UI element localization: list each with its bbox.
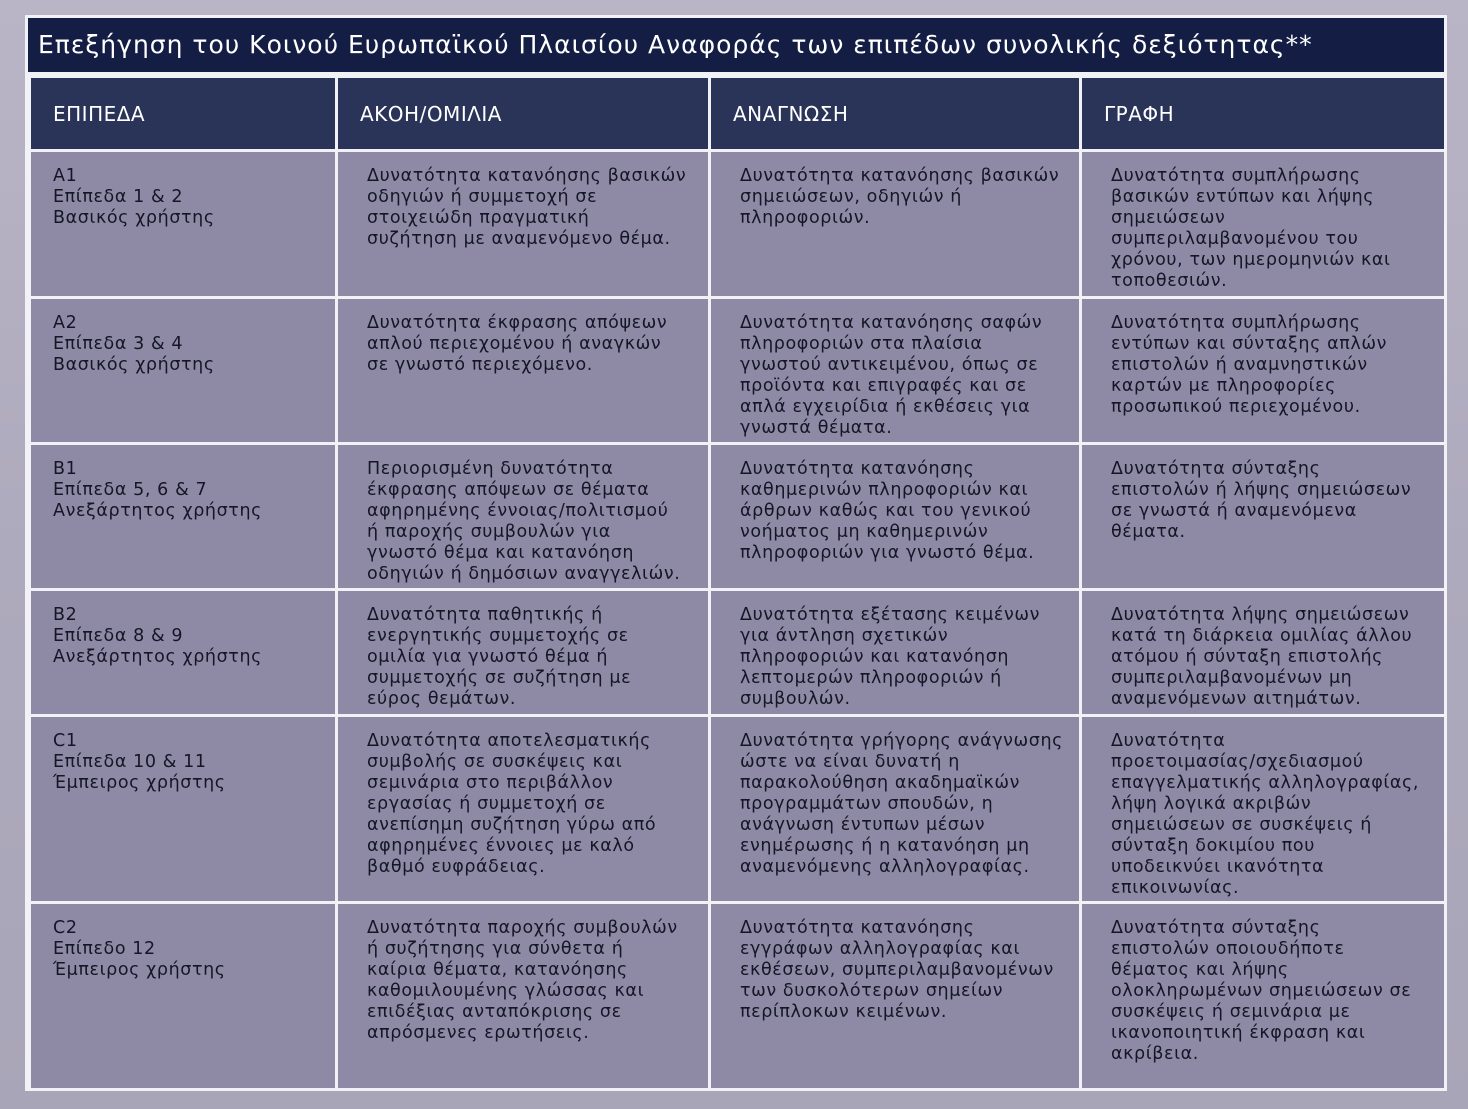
level-cell: B2 Επίπεδα 8 & 9 Ανεξάρτητος χρήστης bbox=[30, 590, 337, 716]
header-reading: ΑΝΑΓΝΩΣΗ bbox=[710, 77, 1081, 151]
writing-cell: Δυνατότητα συμπλήρωσης εντύπων και σύνταξης απλών επιστολών ή αναμνηστικών καρτών με πληροφορίες προσωπικού περιεχομένου. bbox=[1081, 298, 1446, 444]
writing-cell: Δυνατότητα σύνταξης επιστολών ή λήψης σημειώσεων σε γνωστά ή αναμενόμενα θέματα. bbox=[1081, 444, 1446, 590]
listening-speaking-cell: Δυνατότητα κατανόησης βασικών οδηγιών ή συμμετοχή σε στοιχειώδη πραγματική συζήτηση με αναμενόμενο θέμα. bbox=[337, 151, 710, 298]
table-row-b2 bbox=[30, 590, 1446, 716]
table-row-b1 bbox=[30, 444, 1446, 590]
reading-cell: Δυνατότητα κατανόησης εγγράφων αλληλογραφίας και εκθέσεων, συμπεριλαμβανομένων των δυσκολότερων σημείων περίπλοκων κειμένων. bbox=[710, 903, 1081, 1090]
header-levels: ΕΠΙΠΕΔΑ bbox=[30, 77, 337, 151]
writing-cell: Δυνατότητα προετοιμασίας/σχεδιασμού επαγγελματικής αλληλογραφίας, λήψη λογικά ακριβών σημειώσεων σε συσκέψεις ή σύνταξη δοκιμίου που υποδεικνύει ικανότητα επικοινωνίας. bbox=[1081, 716, 1446, 903]
reading-cell: Δυνατότητα κατανόησης σαφών πληροφοριών στα πλαίσια γνωστού αντικειμένου, όπως σε προϊόντα και επιγραφές και σε απλά εγχειρίδια ή εκθέσεις για γνωστά θέματα. bbox=[710, 298, 1081, 444]
header-writing: ΓΡΑΦΗ bbox=[1081, 77, 1446, 151]
level-cell: B1 Επίπεδα 5, 6 & 7 Ανεξάρτητος χρήστης bbox=[30, 444, 337, 590]
table-row-a2 bbox=[30, 298, 1446, 444]
table-frame bbox=[25, 15, 1447, 1091]
listening-speaking-cell: Δυνατότητα παθητικής ή ενεργητικής συμμετοχής σε ομιλία για γνωστό θέμα ή συμμετοχής σε συζήτηση με εύρος θεμάτων. bbox=[337, 590, 710, 716]
header-listening-speaking: ΑΚΟΗ/ΟΜΙΛΙΑ bbox=[337, 77, 710, 151]
cefr-levels-table bbox=[28, 75, 1447, 1091]
table-row-c1 bbox=[30, 716, 1446, 903]
writing-cell: Δυνατότητα λήψης σημειώσεων κατά τη διάρκεια ομιλίας άλλου ατόμου ή σύνταξη επιστολής συμπεριλαμβανομένων μη αναμενόμενων αιτημάτων. bbox=[1081, 590, 1446, 716]
table-row-a1 bbox=[30, 151, 1446, 298]
table-header-row bbox=[30, 77, 1446, 151]
listening-speaking-cell: Δυνατότητα παροχής συμβουλών ή συζήτησης για σύνθετα ή καίρια θέματα, κατανόησης καθομιλουμένης γλώσσας και επιδέξιας ανταπόκρισης σε απρόσμενες ερωτήσεις. bbox=[337, 903, 710, 1090]
listening-speaking-cell: Περιορισμένη δυνατότητα έκφρασης απόψεων σε θέματα αφηρημένης έννοιας/πολιτισμού ή παροχής συμβουλών για γνωστό θέμα και κατανόηση οδηγιών ή δημόσιων αναγγελιών. bbox=[337, 444, 710, 590]
table-row-c2 bbox=[30, 903, 1446, 1090]
page-title: Επεξήγηση του Κοινού Ευρωπαϊκού Πλαισίου Αναφοράς των επιπέδων συνολικής δεξιότητας** bbox=[28, 18, 1444, 72]
level-cell: C2 Επίπεδο 12 Έμπειρος χρήστης bbox=[30, 903, 337, 1090]
level-cell: C1 Επίπεδα 10 & 11 Έμπειρος χρήστης bbox=[30, 716, 337, 903]
level-cell: A1 Επίπεδα 1 & 2 Βασικός χρήστης bbox=[30, 151, 337, 298]
writing-cell: Δυνατότητα συμπλήρωσης βασικών εντύπων και λήψης σημειώσεων συμπεριλαμβανομένου του χρόνου, των ημερομηνιών και τοποθεσιών. bbox=[1081, 151, 1446, 298]
listening-speaking-cell: Δυνατότητα έκφρασης απόψεων απλού περιεχομένου ή αναγκών σε γνωστό περιεχόμενο. bbox=[337, 298, 710, 444]
level-cell: A2 Επίπεδα 3 & 4 Βασικός χρήστης bbox=[30, 298, 337, 444]
reading-cell: Δυνατότητα κατανόησης καθημερινών πληροφοριών και άρθρων καθώς και του γενικού νοήματος μη καθημερινών πληροφοριών για γνωστό θέμα. bbox=[710, 444, 1081, 590]
reading-cell: Δυνατότητα εξέτασης κειμένων για άντληση σχετικών πληροφοριών και κατανόηση λεπτομερών πληροφοριών ή συμβουλών. bbox=[710, 590, 1081, 716]
reading-cell: Δυνατότητα γρήγορης ανάγνωσης ώστε να είναι δυνατή η παρακολούθηση ακαδημαϊκών προγραμμάτων σπουδών, η ανάγνωση έντυπων μέσων ενημέρωσης ή η κατανόηση μη αναμενόμενης αλληλογραφίας. bbox=[710, 716, 1081, 903]
listening-speaking-cell: Δυνατότητα αποτελεσματικής συμβολής σε συσκέψεις και σεμινάρια στο περιβάλλον εργασίας ή συμμετοχή σε ανεπίσημη συζήτηση γύρω από αφηρημένες έννοιες με καλό βαθμό ευφράδειας. bbox=[337, 716, 710, 903]
reading-cell: Δυνατότητα κατανόησης βασικών σημειώσεων, οδηγιών ή πληροφοριών. bbox=[710, 151, 1081, 298]
writing-cell: Δυνατότητα σύνταξης επιστολών οποιουδήποτε θέματος και λήψης ολοκληρωμένων σημειώσεων σε συσκέψεις ή σεμινάρια με ικανοποιητική έκφραση και ακρίβεια. bbox=[1081, 903, 1446, 1090]
